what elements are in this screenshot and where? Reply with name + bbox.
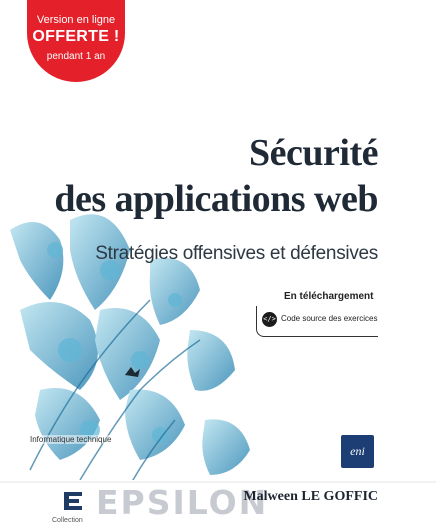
epsilon-e-icon — [60, 488, 86, 514]
collection-label: Informatique technique — [30, 435, 112, 444]
author-name: Malween LE GOFFIC — [243, 489, 378, 504]
book-subtitle: Stratégies offensives et défensives — [95, 243, 378, 264]
download-item: Code source des exercices — [281, 314, 378, 323]
download-title: En téléchargement — [284, 291, 374, 302]
series-name: EPSILON — [96, 483, 269, 522]
coral-illustration — [0, 190, 300, 490]
badge-line2: OFFERTE ! — [32, 28, 120, 45]
badge-line1: Version en ligne — [36, 14, 116, 26]
eni-logo — [341, 435, 374, 468]
code-icon: </> — [262, 312, 277, 327]
badge-line3: pendant 1 an — [46, 51, 106, 62]
eni-logo-text: eni — [350, 444, 365, 458]
collection-word: Collection — [52, 517, 83, 524]
book-title-line1: Sécurité — [249, 132, 378, 174]
book-title-line2: des applications web — [54, 178, 378, 220]
offer-badge — [27, 0, 125, 82]
